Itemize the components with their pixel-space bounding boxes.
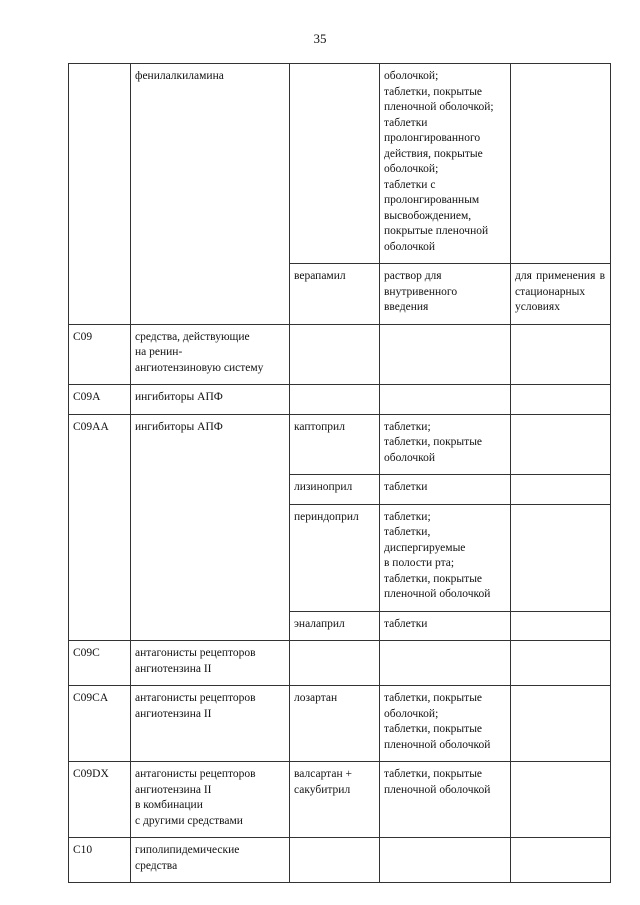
note-cell [511,504,611,611]
atc-code-cell: C10 [69,838,131,883]
dosage-form-cell: таблетки, покрытые пленочной оболочкой [380,762,511,838]
table-row [69,324,611,385]
atc-code-cell: C09A [69,385,131,415]
table-row [69,762,611,838]
note-cell [511,64,611,264]
note-cell [511,686,611,762]
table-body [69,64,611,883]
note-cell [511,838,611,883]
dosage-form-cell [380,324,511,385]
table-row [69,686,611,762]
table-row [69,414,611,475]
dosage-form-cell [380,385,511,415]
atc-code-cell: C09C [69,641,131,686]
dosage-form-cell [380,838,511,883]
drug-name-cell: периндоприл [290,504,380,611]
note-cell [511,641,611,686]
drug-name-cell: лозартан [290,686,380,762]
dosage-form-cell [380,641,511,686]
drug-name-cell: эналаприл [290,611,380,641]
note-cell [511,414,611,475]
pharmacological-group-cell: гиполипидемические средства [131,838,290,883]
pharmacological-group-cell: антагонисты рецепторов ангиотензина II [131,641,290,686]
page-number: 35 [313,31,327,46]
pharmacological-group-cell: средства, действующие на ренин- ангиотензиновую систему [131,324,290,385]
table-row [69,64,611,264]
atc-code-cell: C09 [69,324,131,385]
table-row [69,838,611,883]
atc-code-cell [69,64,131,325]
drug-name-cell: каптоприл [290,414,380,475]
drug-name-cell: валсартан + сакубитрил [290,762,380,838]
drug-name-cell: верапамил [290,264,380,325]
drug-name-cell [290,64,380,264]
note-cell [511,762,611,838]
pharmacological-group-cell: ингибиторы АПФ [131,385,290,415]
atc-code-cell: C09CA [69,686,131,762]
dosage-form-cell: оболочкой; таблетки, покрытые пленочной оболочкой; таблетки пролонгированного действия, покрытые оболочкой; таблетки с пролонгированным высвобождением, покрытые пленочной оболочкой [380,64,511,264]
note-cell: для применения в стационарных условиях [511,264,611,325]
table-row [69,385,611,415]
drug-name-cell [290,838,380,883]
drug-name-cell [290,641,380,686]
note-cell [511,385,611,415]
dosage-form-cell: таблетки; таблетки, диспергируемые в полости рта; таблетки, покрытые пленочной оболочкой [380,504,511,611]
note-cell [511,611,611,641]
dosage-form-cell: таблетки; таблетки, покрытые оболочкой [380,414,511,475]
note-cell [511,324,611,385]
dosage-form-cell: таблетки [380,475,511,505]
pharmacological-group-cell: антагонисты рецепторов ангиотензина II [131,686,290,762]
note-cell [511,475,611,505]
drug-name-cell: лизиноприл [290,475,380,505]
drug-name-cell [290,385,380,415]
pharmacological-group-cell: фенилалкиламина [131,64,290,325]
atc-code-cell: C09AA [69,414,131,641]
table-row [69,641,611,686]
atc-code-cell: C09DX [69,762,131,838]
drug-classification-table [68,63,611,883]
dosage-form-cell: раствор для внутривенного введения [380,264,511,325]
pharmacological-group-cell: антагонисты рецепторов ангиотензина II в комбинации с другими средствами [131,762,290,838]
dosage-form-cell: таблетки, покрытые оболочкой; таблетки, покрытые пленочной оболочкой [380,686,511,762]
pharmacological-group-cell: ингибиторы АПФ [131,414,290,641]
dosage-form-cell: таблетки [380,611,511,641]
drug-name-cell [290,324,380,385]
